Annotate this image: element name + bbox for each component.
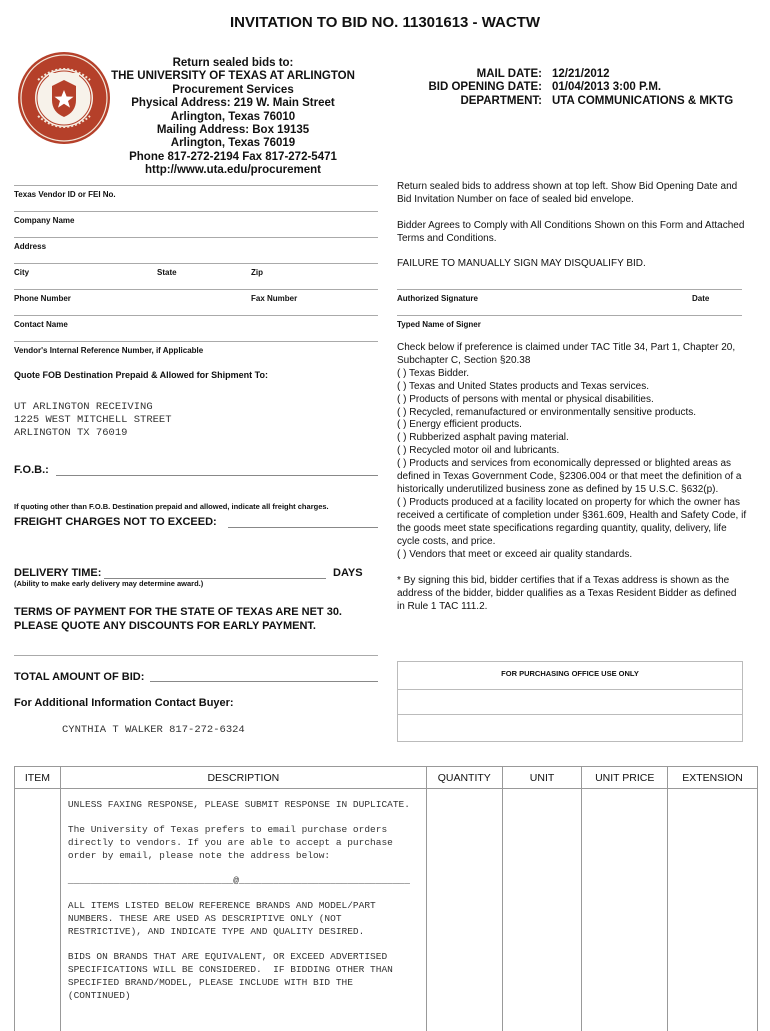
description-paragraph: BIDS ON BRANDS THAT ARE EQUIVALENT, OR EXCEED ADVERTISED SPECIFICATIONS WILL BE CONSIDERED. IF BIDDING OTHER THAN SPECIFIED BRAND/MODEL, PLEASE INCLUDE WITH BID THE (CONTINUED) [68,950,425,1002]
unit-price-cell[interactable] [582,789,668,1031]
contact-buyer-label: For Additional Information Contact Buyer: [14,697,234,709]
bid-opening-label: BID OPENING DATE: [400,81,542,94]
authorized-signature-field[interactable]: Authorized Signature [397,294,478,303]
office-use-row [397,714,743,742]
buyer-name: CYNTHIA T WALKER 817-272-6324 [62,724,245,737]
state-field[interactable]: State [157,268,177,277]
typed-name-field[interactable]: Typed Name of Signer [397,320,481,329]
delivery-time-label: DELIVERY TIME: [14,567,101,579]
items-table [14,766,758,1031]
description-cell [60,789,426,1031]
zip-field[interactable]: Zip [251,268,263,277]
phone-field[interactable]: Phone Number [14,294,71,303]
return-line: Arlington, Texas 76010 [108,111,358,124]
manual-sign-warning: FAILURE TO MANUALLY SIGN MAY DISQUALIFY BID. [397,258,747,271]
column-header-unit: UNIT [502,767,582,789]
mail-date-value: 12/21/2012 [552,68,762,81]
delivery-days-label: DAYS [333,567,363,579]
mail-date-label: MAIL DATE: [400,68,542,81]
column-header-unit-price: UNIT PRICE [582,767,668,789]
return-instructions: Return sealed bids to address shown at top left. Show Bid Opening Date and Bid Invitation Number on face of sealed bid envelope. [397,181,747,207]
preference-checklist[interactable]: Check below if preference is claimed under TAC Title 34, Part 1, Chapter 20, Subchapter C, Section §20.38 ( ) Texas Bidder. ( ) Texas and United States products and Texas services. ( ) Products of persons with mental or physical disabilities. ( ) Recycled, remanufactured or environmentally sensitive products. ( ) Energy efficient products. ( ) Rubberized asphalt paving material. ( ) Recycled motor oil and lubricants. ( ) Products and services from economically depressed or blighted areas as defined in Texas Government Code, §2306.004 or that meet the definition of a historically underutilized business zone as defined by 15 U.S.C. §632(p). ( ) Products produced at a facility located on property for which the owner has received a certificate of completion under §361.609, Health and Safety Code, if the goods meet state specifications regarding quantity, quality, delivery, life cycle costs, and price. ( ) Vendors that meet or exceed air quality standards. [397,342,747,561]
return-line: Phone 817-272-2194 Fax 817-272-5471 [108,151,358,164]
unit-cell[interactable] [502,789,582,1031]
fob-label: F.O.B.: [14,464,49,476]
purchasing-office-box [397,661,743,690]
return-line: Procurement Services [108,84,358,97]
return-line: Mailing Address: Box 19135 [108,124,358,137]
department-label: DEPARTMENT: [400,95,542,108]
email-address-line[interactable]: _____________________________@______________________________ [68,874,425,887]
freight-label: FREIGHT CHARGES NOT TO EXCEED: [14,516,217,528]
column-header-quantity: QUANTITY [426,767,502,789]
signature-date-field[interactable]: Date [692,294,709,303]
return-line: Arlington, Texas 76019 [108,137,358,150]
item-cell [15,789,61,1031]
column-header-item: ITEM [15,767,61,789]
column-header-extension: EXTENSION [668,767,758,789]
table-header-row [15,767,758,789]
fax-field[interactable]: Fax Number [251,294,297,303]
total-amount-label: TOTAL AMOUNT OF BID: [14,671,144,683]
shipment-heading: Quote FOB Destination Prepaid & Allowed for Shipment To: [14,370,268,380]
quantity-cell[interactable] [426,789,502,1031]
bid-opening-value: 01/04/2013 3:00 P.M. [552,81,762,94]
compliance-statement: Bidder Agrees to Comply with All Conditions Shown on this Form and Attached Terms and Conditions. [397,220,747,246]
table-row [15,789,758,1031]
return-address-block [108,57,358,178]
resident-certification: * By signing this bid, bidder certifies that if a Texas address is shown as the address of the bidder, bidder qualifies as a Texas Resident Bidder as defined in Rule 1 TAC 111.2. [397,575,747,614]
department-value: UTA COMMUNICATIONS & MKTG [552,95,762,108]
terms-line-1: TERMS OF PAYMENT FOR THE STATE OF TEXAS ARE NET 30. [14,605,342,619]
contact-name-field[interactable]: Contact Name [14,320,68,329]
return-line: Return sealed bids to: [108,57,358,70]
vendor-id-field[interactable]: Texas Vendor ID or FEI No. [14,190,116,199]
fob-note: If quoting other than F.O.B. Destination prepaid and allowed, indicate all freight charges. [14,502,329,511]
description-paragraph: ALL ITEMS LISTED BELOW REFERENCE BRANDS AND MODEL/PART NUMBERS. THESE ARE USED AS DESCRIPTIVE ONLY (NOT RESTRICTIVE), AND INDICATE TYPE AND QUALITY DESIRED. [68,899,425,938]
delivery-note: (Ability to make early delivery may determine award.) [14,579,203,588]
shipment-address: UT ARLINGTON RECEIVING 1225 WEST MITCHELL STREET ARLINGTON TX 76019 [14,401,172,440]
column-header-description: DESCRIPTION [60,767,426,789]
mail-info-labels [400,68,542,108]
internal-ref-field[interactable]: Vendor's Internal Reference Number, if Applicable [14,346,203,355]
procurement-url: http://www.uta.edu/procurement [108,164,358,177]
payment-terms [14,605,342,633]
university-seal-icon [16,50,112,146]
return-line: THE UNIVERSITY OF TEXAS AT ARLINGTON [108,70,358,83]
office-use-row [397,688,743,715]
mail-info-values [552,68,762,108]
office-use-label: FOR PURCHASING OFFICE USE ONLY [398,669,742,678]
address-field[interactable]: Address [14,242,46,251]
extension-cell[interactable] [668,789,758,1031]
terms-line-2: PLEASE QUOTE ANY DISCOUNTS FOR EARLY PAYMENT. [14,619,342,633]
city-field[interactable]: City [14,268,29,277]
company-name-field[interactable]: Company Name [14,216,74,225]
page-title: INVITATION TO BID NO. 11301613 - WACTW [0,14,770,31]
description-paragraph: UNLESS FAXING RESPONSE, PLEASE SUBMIT RESPONSE IN DUPLICATE. [68,798,425,811]
description-paragraph: The University of Texas prefers to email purchase orders directly to vendors. If you are able to accept a purchase order by email, please note the address below: [68,823,425,862]
return-line: Physical Address: 219 W. Main Street [108,97,358,110]
